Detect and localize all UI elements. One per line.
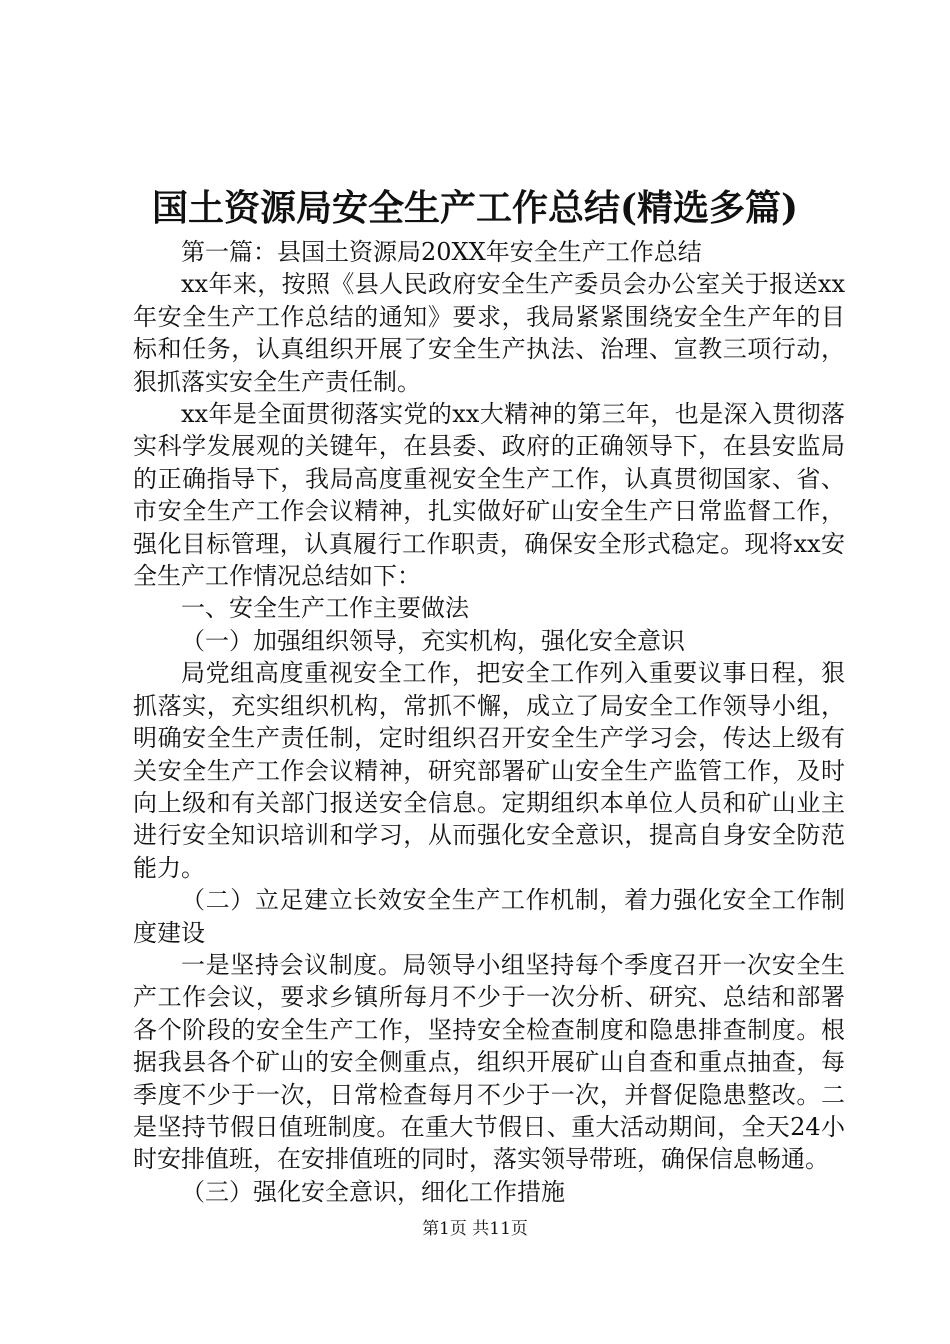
section-heading: 一、安全生产工作主要做法 [181,594,469,623]
subsection-heading: （三）强化安全意识，细化工作措施 [181,1177,565,1206]
body-paragraph: xx年是全面贯彻落实党的xx大精神的第三年，也是深入贯彻落实科学发展观的关键年，在县委、政府的正确领导下，在县安监局的正确指导下，我局高度重视安全生产工作，认真贯彻国家、省、市安全生产工作会议精神，扎实做好矿山安全生产日常监督工作，强化目标管理，认真履行工作职责，确保安全形式稳定。现将xx安全生产工作情况总结如下： [133,400,845,591]
document-body [133,236,845,1208]
body-paragraph: xx年来，按照《县人民政府安全生产委员会办公室关于报送xx年安全生产工作总结的通知》要求，我局紧紧围绕安全生产年的目标和任务，认真组织开展了安全生产执法、治理、宣教三项行动，狠抓落实安全生产责任制。 [133,270,845,396]
subsection-heading: （二）立足建立长效安全生产工作机制，着力强化安全工作制度建设 [133,886,845,947]
page-number: 第1页 共11页 [422,1219,528,1239]
subsection-heading: （一）加强组织领导，充实机构，强化安全意识 [181,626,685,655]
body-paragraph: 一是坚持会议制度。局领导小组坚持每个季度召开一次安全生产工作会议，要求乡镇所每月不少于一次分析、研究、总结和部署各个阶段的安全生产工作，坚持安全检查制度和隐患排查制度。根据我县各个矿山的安全侧重点，组织开展矿山自查和重点抽查，每季度不少于一次，日常检查每月不少于一次，并督促隐患整改。二是坚持节假日值班制度。在重大节假日、重大活动期间，全天24小时安排值班，在安排值班的同时，落实领导带班，确保信息畅通。 [133,950,845,1174]
body-paragraph: 局党组高度重视安全工作，把安全工作列入重要议事日程，狠抓落实，充实组织机构，常抓不懈，成立了局安全工作领导小组，明确安全生产责任制，定时组织召开安全生产学习会，传达上级有关安全生产工作会议精神，研究部署矿山安全生产监管工作，及时向上级和有关部门报送安全信息。定期组织本单位人员和矿山业主进行安全知识培训和学习，从而强化安全意识，提高自身安全防范能力。 [133,659,845,882]
section-heading: 第一篇：县国土资源局20XX年安全生产工作总结 [181,238,702,266]
document-title: 国土资源局安全生产工作总结(精选多篇) [151,187,799,229]
